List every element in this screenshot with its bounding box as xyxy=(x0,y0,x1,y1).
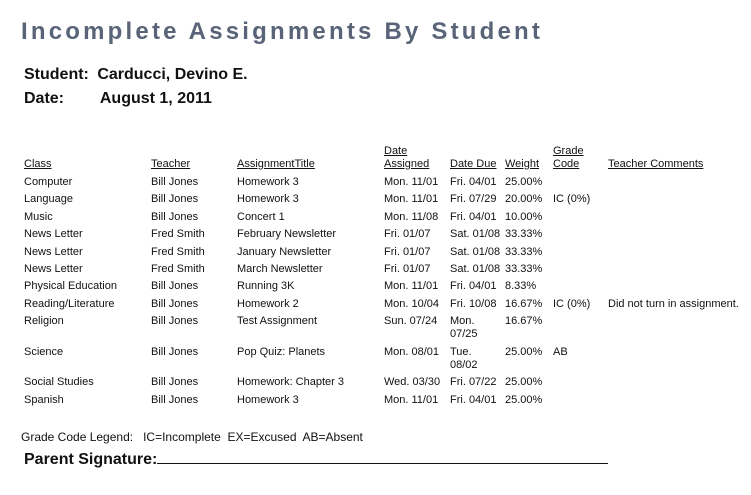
cell-date-due: Fri. 04/01 xyxy=(450,176,497,188)
table-row xyxy=(22,346,746,377)
cell-date-assigned: Mon. 11/08 xyxy=(384,210,439,223)
header-weight: Weight xyxy=(505,158,540,170)
cell-weight: 8.33% xyxy=(505,280,537,293)
table-row xyxy=(22,280,746,297)
cell-date-assigned: Mon. 11/01 xyxy=(384,393,439,406)
cell-assignment: January Newsletter xyxy=(237,245,332,258)
cell-assignment: Running 3K xyxy=(237,280,295,293)
table-header-row xyxy=(22,145,746,176)
cell-date-due: Fri. 04/01 xyxy=(450,393,497,406)
cell-date-assigned: Fri. 01/07 xyxy=(384,262,431,275)
cell-weight: 16.67% xyxy=(505,297,543,310)
cell-class: Reading/Literature xyxy=(24,297,115,310)
cell-assignment: Pop Quiz: Planets xyxy=(237,345,326,358)
cell-teacher: Bill Jones xyxy=(151,315,199,328)
cell-date-due: Tue. 08/02 xyxy=(450,345,478,371)
cell-grade-code xyxy=(551,246,606,263)
student-label: Student: xyxy=(24,66,89,83)
cell-weight: 25.00% xyxy=(505,393,543,406)
assignments-table xyxy=(22,145,746,411)
cell-comments xyxy=(606,211,746,228)
cell-weight: 10.00% xyxy=(505,210,543,223)
cell-teacher: Bill Jones xyxy=(151,280,199,293)
grade-code-legend: Grade Code Legend: IC=Incomplete EX=Excused AB=Absent xyxy=(21,430,363,444)
cell-comments xyxy=(606,280,746,297)
cell-teacher: Bill Jones xyxy=(151,210,199,223)
cell-class: Social Studies xyxy=(24,376,94,389)
cell-date-assigned: Mon. 10/04 xyxy=(384,297,440,310)
cell-class: Religion xyxy=(24,315,64,328)
parent-signature xyxy=(24,450,608,469)
cell-date-due: Sat. 01/08 xyxy=(450,245,501,258)
cell-comments xyxy=(606,193,746,210)
cell-assignment: Homework 3 xyxy=(237,393,299,406)
cell-teacher: Bill Jones xyxy=(151,393,199,406)
cell-teacher: Fred Smith xyxy=(151,228,205,241)
table-row xyxy=(22,298,746,315)
cell-weight: 25.00% xyxy=(505,176,543,188)
cell-date-due: Fri. 04/01 xyxy=(450,210,497,223)
table-row xyxy=(22,394,746,411)
cell-assignment: Homework 3 xyxy=(237,193,299,206)
table-row xyxy=(22,246,746,263)
cell-class: Physical Education xyxy=(24,280,117,293)
cell-weight: 25.00% xyxy=(505,345,543,358)
cell-comments xyxy=(606,228,746,245)
signature-label: Parent Signature: xyxy=(24,451,158,468)
cell-date-due: Fri. 10/08 xyxy=(450,297,497,310)
signature-line xyxy=(157,450,608,464)
cell-date-assigned: Fri. 01/07 xyxy=(384,245,431,258)
cell-class: News Letter xyxy=(24,245,83,258)
cell-grade-code xyxy=(551,228,606,245)
header-assignment-title: AssignmentTitle xyxy=(237,158,315,170)
cell-weight: 25.00% xyxy=(505,376,543,389)
cell-comments xyxy=(606,346,746,377)
header-teacher: Teacher xyxy=(151,158,191,170)
cell-grade-code xyxy=(551,280,606,297)
cell-grade-code xyxy=(551,176,606,193)
table-row xyxy=(22,315,746,346)
cell-assignment: Concert 1 xyxy=(237,210,285,223)
cell-teacher: Bill Jones xyxy=(151,297,199,310)
student-name: Carducci, Devino E. xyxy=(97,66,248,83)
table-row xyxy=(22,263,746,280)
cell-date-assigned: Wed. 03/30 xyxy=(384,376,441,389)
header-teacher-comments: Teacher Comments xyxy=(608,158,704,170)
cell-class: Language xyxy=(24,193,73,206)
cell-weight: 33.33% xyxy=(505,262,543,275)
cell-assignment: Test Assignment xyxy=(237,315,318,328)
cell-date-due: Fri. 07/29 xyxy=(450,193,497,206)
cell-comments xyxy=(606,176,746,193)
cell-class: Spanish xyxy=(24,393,64,406)
cell-class: News Letter xyxy=(24,228,83,241)
cell-date-assigned: Sun. 07/24 xyxy=(384,315,438,328)
table-row xyxy=(22,176,746,193)
cell-class: Music xyxy=(24,210,53,223)
date-line xyxy=(24,90,212,108)
cell-grade-code: AB xyxy=(553,345,568,358)
cell-comments xyxy=(606,263,746,280)
cell-date-due: Fri. 04/01 xyxy=(450,280,497,293)
cell-grade-code xyxy=(551,315,606,346)
cell-date-due: Fri. 07/22 xyxy=(450,376,497,389)
table-row xyxy=(22,228,746,245)
cell-grade-code xyxy=(551,394,606,411)
cell-date-assigned: Mon. 11/01 xyxy=(384,193,439,206)
table-row xyxy=(22,193,746,210)
cell-class: News Letter xyxy=(24,262,83,275)
header-date-assigned: Date Assigned xyxy=(384,145,430,170)
cell-grade-code: IC (0%) xyxy=(553,297,591,310)
header-date-due: Date Due xyxy=(450,158,497,170)
cell-comments xyxy=(606,394,746,411)
cell-class: Science xyxy=(24,345,64,358)
cell-grade-code xyxy=(551,211,606,228)
student-line xyxy=(24,66,248,84)
cell-teacher: Bill Jones xyxy=(151,176,199,188)
cell-date-due: Mon. 07/25 xyxy=(450,315,478,341)
cell-date-assigned: Fri. 01/07 xyxy=(384,228,431,241)
date-label: Date: xyxy=(24,90,65,107)
date-value: August 1, 2011 xyxy=(99,90,212,107)
cell-assignment: February Newsletter xyxy=(237,228,337,241)
cell-weight: 16.67% xyxy=(505,315,543,328)
header-grade-code: Grade Code xyxy=(553,145,584,170)
cell-teacher: Bill Jones xyxy=(151,193,199,206)
report-title: Incomplete Assignments By Student xyxy=(21,18,544,45)
cell-assignment: Homework 2 xyxy=(237,297,299,310)
cell-weight: 20.00% xyxy=(505,193,543,206)
cell-comments xyxy=(606,246,746,263)
cell-date-assigned: Mon. 11/01 xyxy=(384,280,439,293)
cell-weight: 33.33% xyxy=(505,245,543,258)
cell-teacher: Bill Jones xyxy=(151,376,199,389)
cell-date-due: Sat. 01/08 xyxy=(450,262,501,275)
cell-assignment: March Newsletter xyxy=(237,262,323,275)
table-row xyxy=(22,376,746,393)
cell-date-assigned: Mon. 08/01 xyxy=(384,345,440,358)
cell-assignment: Homework 3 xyxy=(237,176,299,188)
cell-comments xyxy=(606,315,746,346)
cell-teacher: Fred Smith xyxy=(151,262,205,275)
cell-teacher: Fred Smith xyxy=(151,245,205,258)
cell-assignment: Homework: Chapter 3 xyxy=(237,376,344,389)
cell-teacher: Bill Jones xyxy=(151,345,199,358)
cell-date-assigned: Mon. 11/01 xyxy=(384,176,439,188)
cell-comments xyxy=(606,376,746,393)
cell-grade-code: IC (0%) xyxy=(553,193,591,206)
cell-date-due: Sat. 01/08 xyxy=(450,228,501,241)
cell-comments: Did not turn in assignment. xyxy=(608,297,739,310)
table-row xyxy=(22,211,746,228)
header-class: Class xyxy=(24,158,52,170)
cell-grade-code xyxy=(551,376,606,393)
cell-class: Computer xyxy=(24,176,73,188)
cell-grade-code xyxy=(551,263,606,280)
cell-weight: 33.33% xyxy=(505,228,543,241)
